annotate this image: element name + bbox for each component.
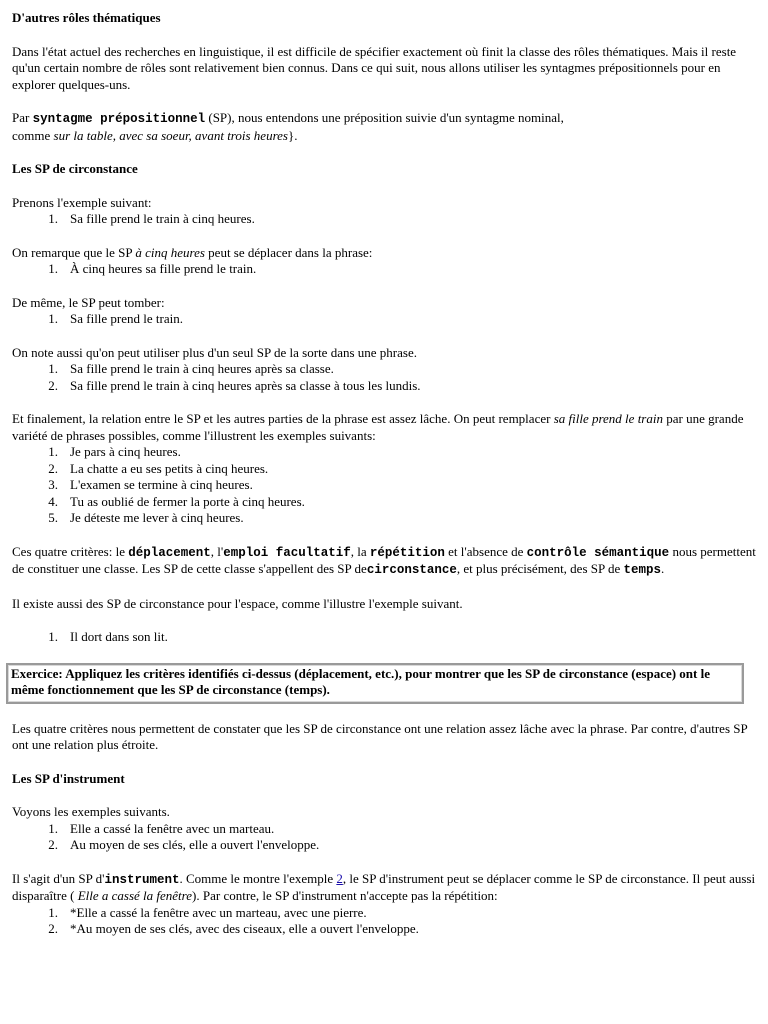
list-item: 1. Je pars à cinq heures. <box>48 444 181 459</box>
example-list-4 <box>12 361 756 394</box>
definition-examples: sur la table, avec sa soeur, avant trois heures <box>53 127 288 143</box>
section-title: D'autres rôles thématiques <box>12 10 161 25</box>
paragraph-5: Et finalement, la relation entre le SP et les autres parties de la phrase est assez lâche. On peut remplacer sa fille prend le train par une grande variété de phrases possibles, comme l'illustrent les exemples suivants: <box>12 411 744 443</box>
list-item: 5. Je déteste me lever à cinq heures. <box>48 510 244 525</box>
paragraph-3: De même, le SP peut tomber: <box>12 294 165 310</box>
instr-heading: Les SP d'instrument <box>12 770 125 786</box>
list-item: 2. *Au moyen de ses clés, avec des ciseaux, elle a ouvert l'enveloppe. <box>48 921 419 936</box>
example-list-9 <box>12 821 756 854</box>
example-2-link[interactable]: 2 <box>336 870 343 886</box>
paragraph-9: Voyons les exemples suivants. <box>12 804 170 819</box>
example-list-3 <box>12 311 756 328</box>
exercise-box: Exercice: Appliquez les critères identifiés ci-dessus (déplacement, etc.), pour montrer que les SP de circonstance (espace) ont le même fonctionnement que les SP de circonstance (temps). <box>6 663 744 704</box>
list-item: 1. Il dort dans son lit. <box>48 629 168 644</box>
paragraph-1: Prenons l'exemple suivant: <box>12 194 152 210</box>
circ-heading: Les SP de circonstance <box>12 161 138 176</box>
list-item: 1. À cinq heures sa fille prend le train. <box>48 261 257 276</box>
list-item: 1. Sa fille prend le train à cinq heures après sa classe. <box>48 361 334 376</box>
list-item: 1. Sa fille prend le train. <box>48 311 183 326</box>
paragraph-6: Ces quatre critères: le déplacement, l'emploi facultatif, la répétition et l'absence de contrôle sémantique nous permettent de constituer une classe. Les SP de cette classe s'appellent des SP decirconstance, et plus précisément, des SP de temps. <box>12 543 756 577</box>
term-syntagme: syntagme prépositionnel <box>32 112 206 126</box>
example-list-10 <box>12 905 756 938</box>
definition-paragraph: Par syntagme prépositionnel (SP), nous entendons une préposition suivie d'un syntagme nominal, comme sur la table, avec sa soeur, avant trois heures}. <box>12 110 564 143</box>
list-item: 4. Tu as oublié de fermer la porte à cinq heures. <box>48 493 305 509</box>
example-list-7 <box>12 629 756 646</box>
list-item: 1. Sa fille prend le train à cinq heures. <box>48 211 255 226</box>
example-list-2 <box>12 261 756 278</box>
paragraph-7: Il existe aussi des SP de circonstance pour l'espace, comme l'illustre l'exemple suivant. <box>12 595 463 611</box>
list-item: 2. La chatte a eu ses petits à cinq heures. <box>48 460 269 476</box>
list-item: 2. Au moyen de ses clés, elle a ouvert l'enveloppe. <box>48 837 320 852</box>
intro-paragraph: Dans l'état actuel des recherches en linguistique, il est difficile de spécifier exactement où finit la classe des rôles thématiques. Mais il reste qu'un certain nombre de rôles sont relativement bien connus. Dans ce qui suit, nous allons utiliser les syntagmes prépositionnels pour en explorer quelques-uns. <box>12 43 737 92</box>
example-list-1 <box>12 211 756 228</box>
paragraph-10: Il s'agit d'un SP d'instrument. Comme le montre l'exemple 2, le SP d'instrument peut se déplacer comme le SP de circonstance. Il peut aussi disparaître ( Elle a cassé la fenêtre). Par contre, le SP d'instrument n'accepte pas la répétition: <box>12 870 756 903</box>
paragraph-8: Les quatre critères nous permettent de constater que les SP de circonstance ont une relation assez lâche avec la phrase. Par contre, d'autres SP ont une relation plus étroite. <box>12 720 748 752</box>
example-list-5 <box>12 444 756 527</box>
list-item: 2. Sa fille prend le train à cinq heures après sa classe à tous les lundis. <box>48 377 421 393</box>
paragraph-4: On note aussi qu'on peut utiliser plus d'un seul SP de la sorte dans une phrase. <box>12 344 417 360</box>
list-item: 1. Elle a cassé la fenêtre avec un marteau. <box>48 820 275 836</box>
list-item: 1. *Elle a cassé la fenêtre avec un marteau, avec une pierre. <box>48 904 367 920</box>
paragraph-2: On remarque que le SP à cinq heures peut se déplacer dans la phrase: <box>12 244 373 260</box>
list-item: 3. L'examen se termine à cinq heures. <box>48 477 253 492</box>
